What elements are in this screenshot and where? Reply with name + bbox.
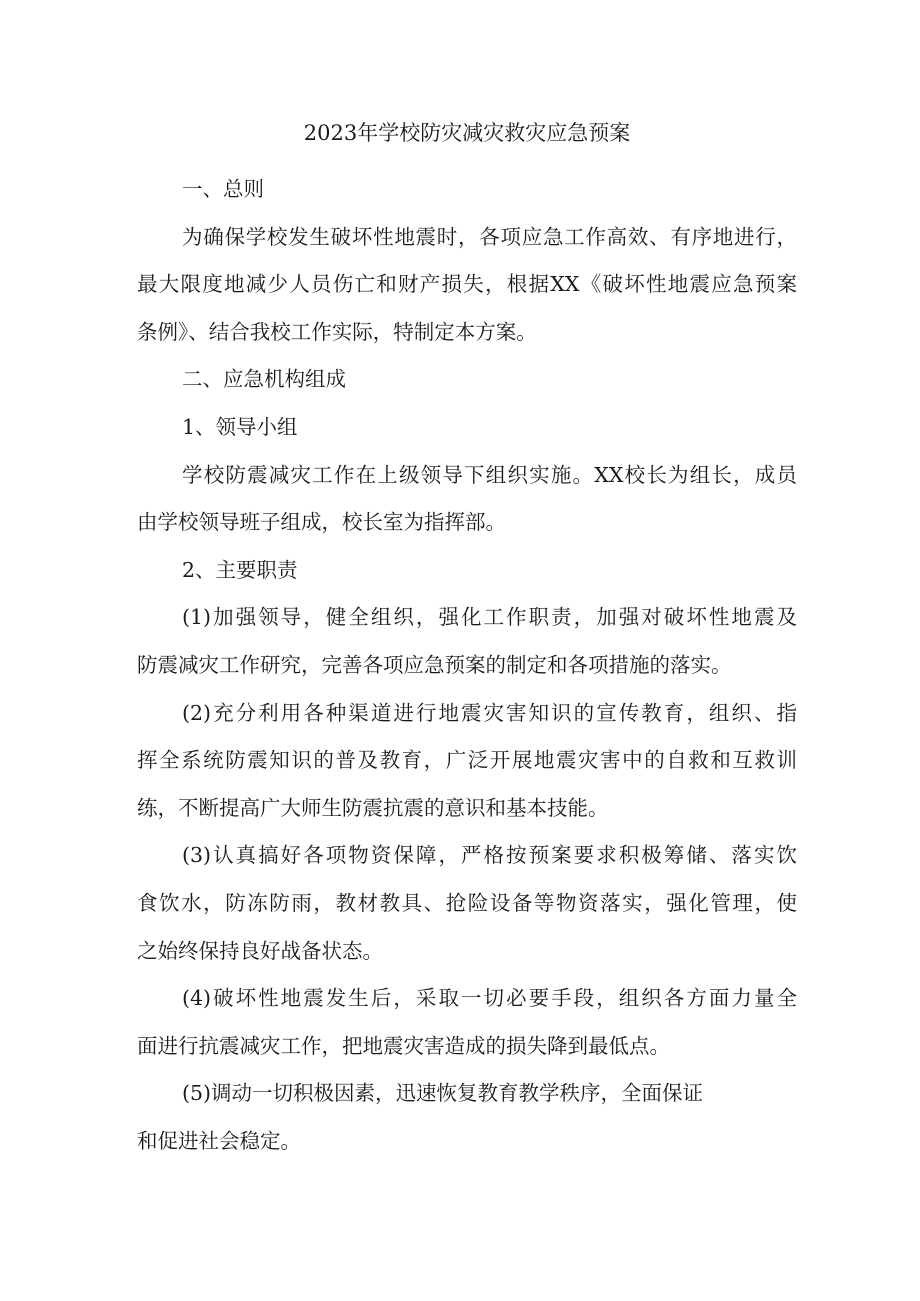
subsection-heading-duties: 2、主要职责 — [182, 557, 298, 582]
section-heading-organization: 二、应急机构组成 — [182, 367, 346, 392]
paragraph-line: 学校防震减灾工作在上级领导下组织实施。XX校长为组长，成员 — [182, 462, 797, 487]
duty-item-4-line: (4)破坏性地震发生后，采取一切必要手段，组织各方面力量全 — [182, 986, 797, 1011]
paragraph-line: 为确保学校发生破坏性地震时，各项应急工作高效、有序地进行， — [182, 224, 797, 249]
subsection-heading-leadership: 1、领导小组 — [182, 414, 298, 439]
duty-item-5-line: 和促进社会稳定。 — [137, 1128, 301, 1153]
duty-item-1-line: (1)加强领导，健全组织，强化工作职责，加强对破坏性地震及 — [182, 605, 797, 630]
duty-item-2-line: 挥全系统防震知识的普及教育，广泛开展地震灾害中的自救和互救训 — [137, 748, 797, 773]
duty-item-3-line: 之始终保持良好战备状态。 — [137, 938, 383, 963]
duty-item-2-line: (2)充分利用各种渠道进行地震灾害知识的宣传教育，组织、指 — [182, 700, 797, 725]
duty-item-3-line: 食饮水，防冻防雨，教材教具、抢险设备等物资落实，强化管理，使 — [137, 890, 797, 915]
section-heading-general: 一、总则 — [182, 177, 264, 201]
document-title: 2023年学校防灾减灾救灾应急预案 — [303, 121, 631, 145]
duty-item-3-line: (3)认真搞好各项物资保障，严格按预案要求积极筹储、落实饮 — [182, 843, 797, 868]
duty-item-4-line: 面进行抗震减灾工作，把地震灾害造成的损失降到最低点。 — [137, 1033, 670, 1058]
document-page — [137, 118, 797, 1165]
paragraph-line: 条例》、结合我校工作实际，特制定本方案。 — [137, 319, 537, 344]
paragraph-line: 最大限度地减少人员伤亡和财产损失，根据XX《破坏性地震应急预案 — [137, 272, 797, 297]
duty-item-2-line: 练，不断提高广大师生防震抗震的意识和基本技能。 — [137, 795, 609, 820]
duty-item-5-line: (5)调动一切积极因素，迅速恢复教育教学秩序，全面保证 — [182, 1081, 704, 1106]
paragraph-line: 由学校领导班子组成，校长室为指挥部。 — [137, 510, 506, 535]
duty-item-1-line: 防震减灾工作研究，完善各项应急预案的制定和各项措施的落实。 — [137, 652, 732, 677]
